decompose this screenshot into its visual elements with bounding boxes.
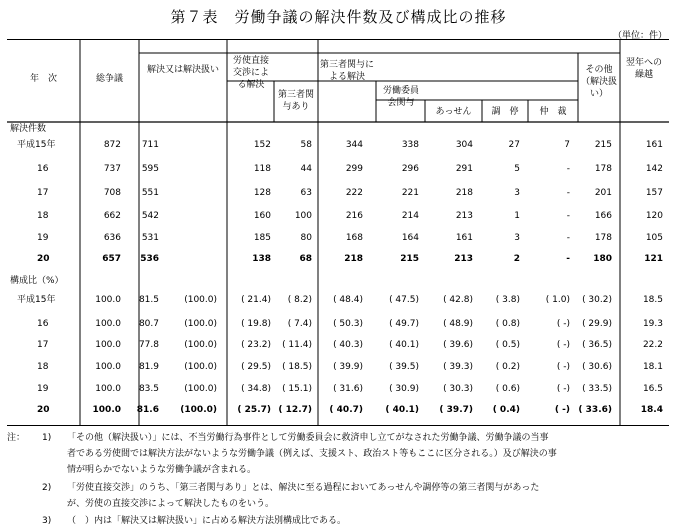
table-cell: 164: [401, 233, 419, 243]
table-cell: 118: [253, 164, 271, 174]
table-cell: 872: [103, 140, 121, 150]
table-cell: 213: [455, 211, 473, 221]
header-assen: あっせん: [435, 107, 472, 117]
table-cell: 7: [564, 140, 570, 150]
table-cell: 201: [594, 188, 612, 198]
table-cell: 662: [103, 211, 121, 221]
table-cell: ( 39.9): [333, 362, 363, 372]
table-cell: ( 39.5): [389, 362, 419, 372]
table-cell: 22.2: [642, 340, 663, 350]
header-chusai: 仲 裁: [539, 107, 567, 117]
table-cell: ( 30.2): [582, 295, 612, 305]
note-2-number: 2): [42, 483, 52, 493]
table-cell: 215: [400, 254, 419, 264]
table-cell: ( -): [556, 362, 570, 372]
row-year-label: 16: [37, 164, 49, 174]
table-cell: 542: [141, 211, 159, 221]
header-carryover: 翌年への繰越: [625, 58, 662, 80]
table-cell: 100.0: [95, 384, 121, 394]
table-cell: 708: [103, 188, 121, 198]
table-cell: ( 40.1): [385, 405, 419, 415]
header-direct: 労使直接交渉による解決: [232, 56, 269, 90]
table-cell: ( 42.8): [443, 295, 473, 305]
table-cell: 536: [140, 254, 159, 264]
table-cell: 213: [454, 254, 473, 264]
table-cell: ( 3.8): [495, 295, 520, 305]
table-cell: ( 23.2): [241, 340, 271, 350]
table-cell: -: [566, 188, 570, 198]
table-cell: ( 30.9): [389, 384, 419, 394]
table-cell: 657: [102, 254, 121, 264]
table-cell: -: [566, 254, 570, 264]
table-cell: 338: [401, 140, 419, 150]
table-cell: 58: [300, 140, 312, 150]
header-other: その他（解決扱い）: [581, 65, 618, 99]
table-cell: 1: [514, 211, 520, 221]
header-third-party: 第三者関与による解決: [320, 60, 375, 82]
note-3-number: 3): [42, 516, 52, 526]
table-cell: 168: [345, 233, 363, 243]
table-cell: 157: [645, 188, 663, 198]
section-label-counts: 解決件数: [10, 124, 47, 134]
table-cell: ( 29.9): [582, 319, 612, 329]
table-cell: ( 0.4): [492, 405, 520, 415]
table-cell: ( 0.5): [495, 340, 520, 350]
note-1-number: 1): [42, 433, 52, 443]
row-year-label: 20: [37, 405, 50, 415]
table-cell: ( 31.6): [333, 384, 363, 394]
table-cell: 216: [345, 211, 363, 221]
table-cell: 222: [345, 188, 363, 198]
table-cell: (100.0): [184, 295, 217, 305]
table-cell: ( 40.3): [333, 340, 363, 350]
table-cell: 531: [141, 233, 159, 243]
table-cell: 178: [594, 233, 612, 243]
table-cell: (100.0): [184, 384, 217, 394]
table-cell: 304: [455, 140, 473, 150]
note-1-line-2: 者である労使間では解決方法がないような労働争議（例えば、支援スト、政治スト等もここに区分される。）及び解決の事: [67, 449, 557, 459]
table-cell: 105: [645, 233, 663, 243]
table-cell: ( 21.4): [241, 295, 271, 305]
table-cell: ( 30.3): [443, 384, 473, 394]
row-year-label: 平成15年: [17, 295, 56, 305]
table-cell: 215: [594, 140, 612, 150]
row-year-label: 18: [37, 211, 49, 221]
statistics-table: [7, 39, 669, 426]
row-year-label: 17: [37, 340, 49, 350]
table-cell: 711: [141, 140, 159, 150]
table-cell: 138: [252, 254, 271, 264]
table-cell: 636: [103, 233, 121, 243]
table-cell: ( 7.4): [287, 319, 312, 329]
table-cell: 3: [514, 233, 520, 243]
table-cell: 100.0: [95, 295, 121, 305]
table-cell: 100.0: [95, 319, 121, 329]
header-third-party-involved: 第三者関与あり: [277, 90, 314, 112]
table-cell: 19.3: [642, 319, 663, 329]
table-cell: 299: [345, 164, 363, 174]
table-cell: 595: [141, 164, 159, 174]
table-cell: ( 40.1): [389, 340, 419, 350]
table-cell: 81.5: [138, 295, 159, 305]
table-cell: 2: [513, 254, 520, 264]
table-cell: 344: [345, 140, 363, 150]
table-cell: ( 48.4): [333, 295, 363, 305]
row-year-label: 16: [37, 319, 49, 329]
table-cell: ( 12.7): [278, 405, 312, 415]
header-resolved: 解決又は解決扱い: [147, 65, 220, 75]
table-cell: 160: [253, 211, 271, 221]
table-cell: 221: [401, 188, 419, 198]
table-cell: 128: [253, 188, 271, 198]
row-year-label: 19: [37, 384, 49, 394]
table-cell: ( 29.5): [241, 362, 271, 372]
table-cell: ( 48.9): [443, 319, 473, 329]
table-cell: 291: [455, 164, 473, 174]
table-cell: -: [566, 164, 570, 174]
table-cell: 161: [455, 233, 473, 243]
table-cell: 18.5: [642, 295, 663, 305]
note-2-line-2: が、労使の直接交渉によって解決したものをいう。: [67, 499, 275, 509]
section-label-ratio: 構成比（%）: [10, 276, 64, 286]
table-cell: 180: [593, 254, 612, 264]
header-year: 年 次: [29, 74, 57, 84]
table-cell: ( -): [556, 384, 570, 394]
table-cell: 161: [645, 140, 663, 150]
table-cell: ( 0.2): [495, 362, 520, 372]
table-cell: 166: [594, 211, 612, 221]
table-cell: ( 25.7): [237, 405, 271, 415]
table-cell: 214: [401, 211, 419, 221]
table-cell: 178: [594, 164, 612, 174]
table-cell: ( 40.7): [329, 405, 363, 415]
table-cell: 100: [294, 211, 312, 221]
table-cell: 737: [103, 164, 121, 174]
table-cell: 121: [644, 254, 663, 264]
row-year-label: 19: [37, 233, 49, 243]
note-1-line-1: 「その他（解決扱い）」には、不当労働行為事件として労働委員会に救済申し立てがなされた労働争議、労働争議の当事: [67, 433, 549, 443]
table-cell: (100.0): [180, 405, 217, 415]
table-cell: 63: [300, 188, 312, 198]
table-cell: -: [566, 233, 570, 243]
table-cell: ( -): [556, 340, 570, 350]
table-cell: ( 34.8): [241, 384, 271, 394]
unit-label: （単位：件）: [612, 31, 667, 41]
table-cell: 218: [455, 188, 473, 198]
header-total: 総争議: [95, 74, 123, 84]
header-commission: 労働委員会関与: [382, 86, 419, 108]
table-cell: ( 33.5): [582, 384, 612, 394]
table-cell: ( 39.6): [443, 340, 473, 350]
header-chotei: 調 停: [491, 107, 519, 117]
table-cell: (100.0): [184, 362, 217, 372]
table-cell: ( 0.8): [495, 319, 520, 329]
page-title: 第７表 労働争議の解決件数及び構成比の推移: [170, 8, 507, 26]
table-cell: ( -): [556, 319, 570, 329]
table-cell: 83.5: [138, 384, 159, 394]
table-cell: ( -): [554, 405, 570, 415]
table-cell: -: [566, 211, 570, 221]
note-1-line-3: 情が明らかでないような労働争議が含まれる。: [67, 465, 257, 475]
table-cell: ( 8.2): [287, 295, 312, 305]
table-cell: 3: [514, 188, 520, 198]
table-cell: 100.0: [92, 405, 121, 415]
row-year-label: 平成15年: [17, 140, 56, 150]
row-year-label: 20: [37, 254, 50, 264]
table-cell: ( 47.5): [389, 295, 419, 305]
table-cell: 120: [645, 211, 663, 221]
table-cell: 100.0: [95, 362, 121, 372]
table-cell: 44: [300, 164, 312, 174]
table-cell: 142: [645, 164, 663, 174]
notes-prefix: 注：: [7, 433, 26, 443]
table-cell: 18.1: [642, 362, 663, 372]
table-cell: ( 0.6): [495, 384, 520, 394]
table-cell: 18.4: [640, 405, 663, 415]
row-year-label: 18: [37, 362, 49, 372]
table-cell: ( 39.3): [443, 362, 473, 372]
table-cell: ( 19.8): [241, 319, 271, 329]
table-cell: (100.0): [184, 319, 217, 329]
table-cell: ( 30.6): [582, 362, 612, 372]
table-cell: ( 1.0): [545, 295, 570, 305]
table-cell: 5: [514, 164, 520, 174]
table-cell: 77.8: [138, 340, 159, 350]
table-cell: 218: [344, 254, 363, 264]
table-cell: ( 18.5): [282, 362, 312, 372]
table-cell: ( 36.5): [582, 340, 612, 350]
table-cell: 100.0: [95, 340, 121, 350]
table-cell: 152: [253, 140, 271, 150]
table-cell: ( 33.6): [578, 405, 612, 415]
table-cell: 80.7: [138, 319, 159, 329]
table-cell: ( 39.7): [439, 405, 473, 415]
table-cell: ( 15.1): [282, 384, 312, 394]
table-cell: 81.9: [138, 362, 159, 372]
table-cell: 27: [508, 140, 520, 150]
table-cell: ( 11.4): [282, 340, 312, 350]
table-cell: ( 49.7): [389, 319, 419, 329]
note-3-line-1: （ ）内は「解決又は解決扱い」に占める解決方法別構成比である。: [67, 516, 347, 526]
table-cell: (100.0): [184, 340, 217, 350]
table-cell: 185: [253, 233, 271, 243]
table-cell: 551: [141, 188, 159, 198]
table-cell: 81.6: [136, 405, 159, 415]
table-cell: 296: [401, 164, 419, 174]
table-cell: 16.5: [642, 384, 663, 394]
note-2-line-1: 「労使直接交渉」のうち、「第三者関与あり」とは、解決に至る過程においてあっせんや調停等の第三者関与があった: [67, 483, 540, 493]
table-cell: 80: [300, 233, 312, 243]
table-cell: 68: [299, 254, 312, 264]
row-year-label: 17: [37, 188, 49, 198]
table-cell: ( 50.3): [333, 319, 363, 329]
